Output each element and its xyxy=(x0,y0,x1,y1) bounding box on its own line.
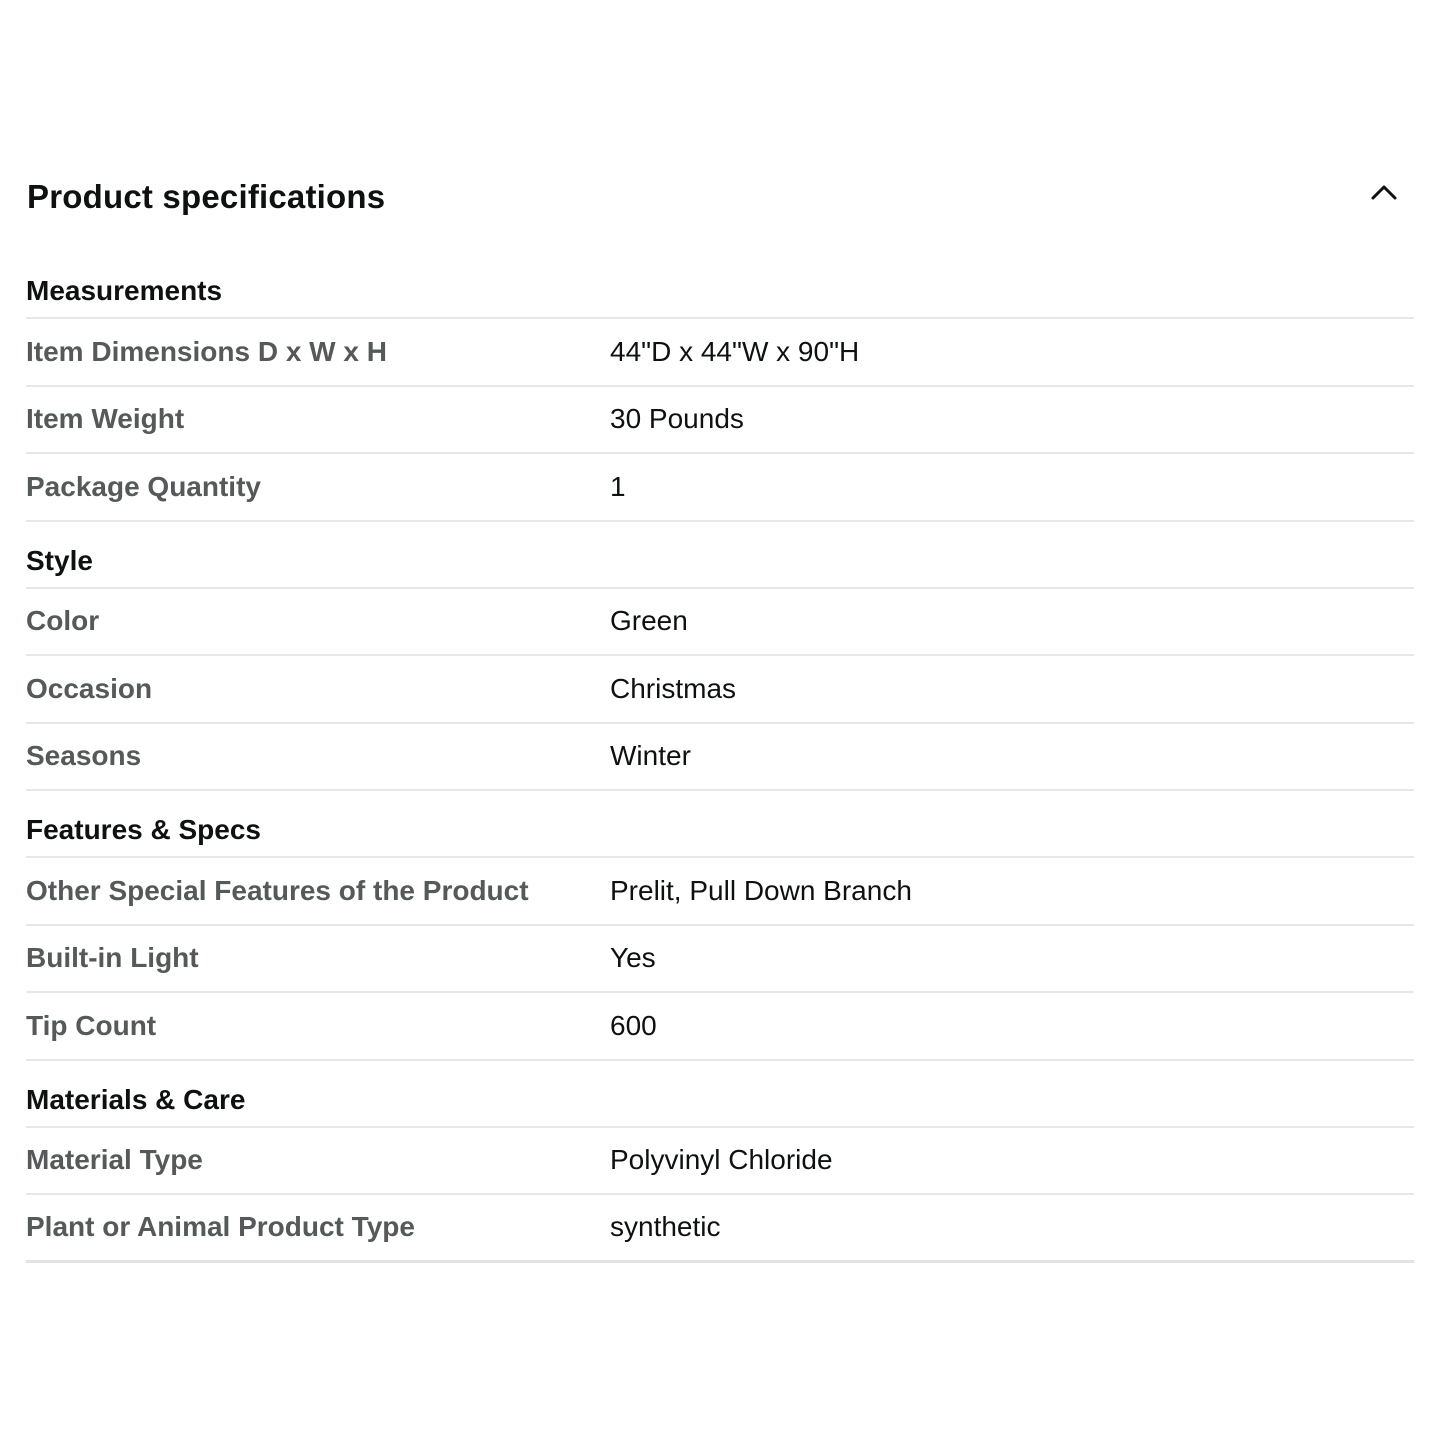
spec-label: Item Weight xyxy=(26,403,185,435)
spec-label: Built-in Light xyxy=(26,942,199,974)
spec-row xyxy=(26,1128,1414,1196)
spec-label: Color xyxy=(26,605,100,637)
spec-value: Prelit, Pull Down Branch xyxy=(610,874,912,906)
spec-row xyxy=(26,858,1414,926)
spec-row xyxy=(26,993,1414,1061)
spec-row xyxy=(26,454,1414,522)
spec-value: Yes xyxy=(610,942,656,974)
spec-value: 30 Pounds xyxy=(610,403,744,435)
spec-label: Tip Count xyxy=(26,1009,157,1041)
spec-row xyxy=(26,926,1414,994)
spec-value: 44"D x 44"W x 90"H xyxy=(610,335,860,367)
spec-label: Occasion xyxy=(26,672,153,704)
section-title: Materials & Care xyxy=(26,1083,246,1115)
spec-row xyxy=(26,589,1414,657)
spec-row xyxy=(26,724,1414,792)
section-title: Features & Specs xyxy=(26,814,261,845)
spec-label: Other Special Features of the Product xyxy=(26,874,529,906)
product-specifications-header[interactable] xyxy=(27,160,1414,236)
spec-value: Polyvinyl Chloride xyxy=(610,1144,833,1176)
spec-row xyxy=(26,656,1414,724)
spec-value: Christmas xyxy=(610,672,737,704)
section-header-style xyxy=(26,522,1414,589)
page-title: Product specifications xyxy=(27,178,386,215)
spec-value: Winter xyxy=(610,740,691,772)
section-header-features-specs xyxy=(26,791,1414,858)
spec-label: Material Type xyxy=(26,1144,203,1176)
section-header-materials-care xyxy=(26,1061,1414,1128)
spec-row xyxy=(26,319,1414,387)
spec-label: Plant or Animal Product Type xyxy=(26,1211,415,1243)
spec-label: Item Dimensions D x W x H xyxy=(26,335,387,367)
section-title: Style xyxy=(26,544,93,576)
spec-label: Package Quantity xyxy=(26,470,261,502)
section-header-measurements xyxy=(26,252,1414,319)
collapse-button[interactable] xyxy=(1366,174,1402,210)
spec-value: Green xyxy=(610,605,688,637)
spec-value: 600 xyxy=(610,1009,657,1041)
spec-row xyxy=(26,1195,1414,1263)
spec-row xyxy=(26,387,1414,455)
chevron-up-icon xyxy=(1366,174,1402,210)
specifications-table xyxy=(26,252,1414,1263)
section-title: Measurements xyxy=(26,275,223,306)
spec-label: Seasons xyxy=(26,740,142,772)
spec-value: synthetic xyxy=(610,1211,721,1243)
spec-value: 1 xyxy=(610,470,626,502)
